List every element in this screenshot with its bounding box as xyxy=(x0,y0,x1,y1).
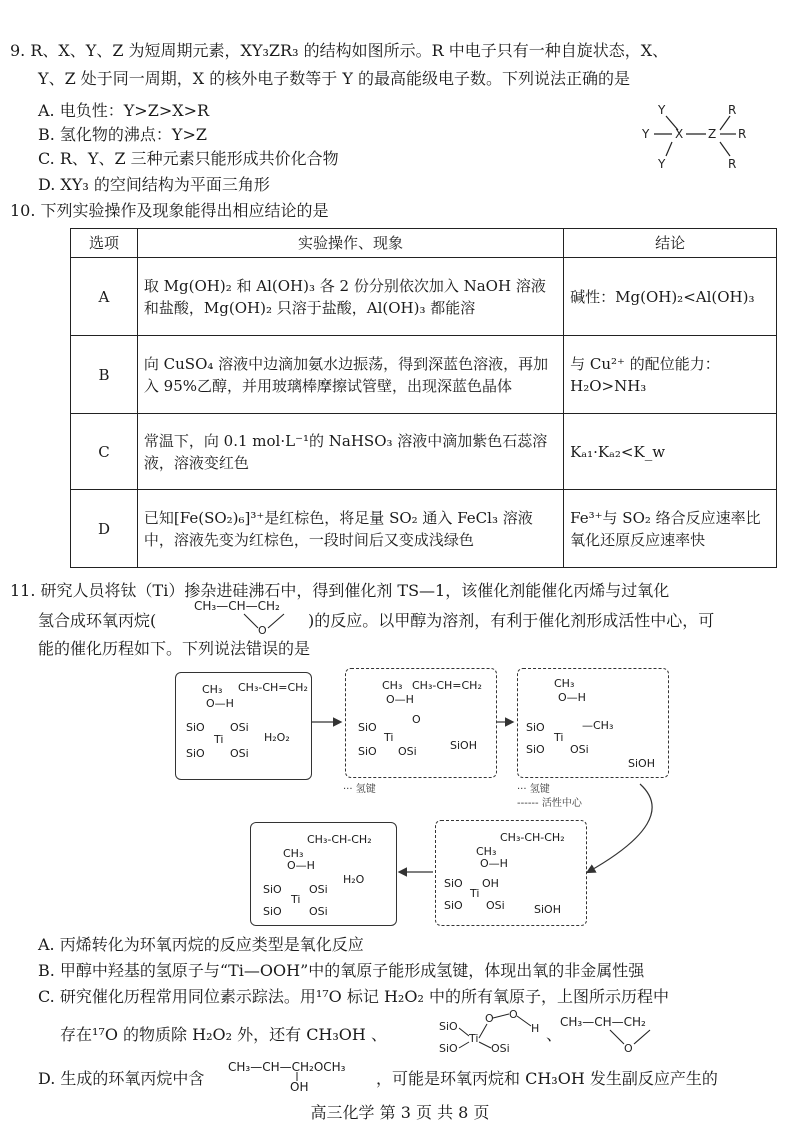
q11-option-c-separator: 、 xyxy=(546,1025,563,1044)
q11-option-a: A. 丙烯转化为环氧丙烷的反应类型是氧化反应 xyxy=(38,935,364,954)
legend-active-center: ------ 活性中心 xyxy=(517,798,582,809)
q10-row-d-conclusion: Fe³⁺与 SO₂ 络合反应速率比氧化还原反应速率快 xyxy=(564,490,777,568)
epoxide-formula: CH₃—CH—CH₂ xyxy=(194,599,280,613)
cycle-step-2: CH₃ O—H CH₃-CH=CH₂ O SiO Ti SiO OSi SiOH xyxy=(345,668,497,778)
q10-header-operation: 实验操作、现象 xyxy=(137,229,563,258)
q9-option-b: B. 氢化物的沸点：Y>Z xyxy=(38,125,208,144)
svg-text:Ti: Ti xyxy=(469,1032,479,1045)
q9-atom-y-left: Y xyxy=(642,127,650,141)
q9-atom-r-right: R xyxy=(738,127,747,141)
q9-option-c: C. R、Y、Z 三种元素只能形成共价化合物 xyxy=(38,149,339,168)
cycle-step-3: CH₃ O—H —CH₃ SiO Ti SiO OSi SiOH xyxy=(517,668,669,778)
q11-option-d-part2: ，可能是环氧丙烷和 CH₃OH 发生副反应产生的 xyxy=(376,1069,718,1088)
q10-stem: 10. 下列实验操作及现象能得出相应结论的是 xyxy=(10,201,329,220)
svg-text:CH₃—CH—CH₂: CH₃—CH—CH₂ xyxy=(560,1015,646,1029)
svg-text:OSi: OSi xyxy=(491,1042,510,1055)
svg-text:SiO: SiO xyxy=(439,1042,458,1055)
legend-hbond-2: ··· 氢键 xyxy=(517,784,550,795)
q11-option-c-line1: C. 研究催化历程常用同位素示踪法。用¹⁷O 标记 H₂O₂ 中的所有氧原子，上图所示历程中 xyxy=(38,987,669,1006)
page-footer: 高三化学 第 3 页 共 8 页 xyxy=(310,1103,490,1122)
q10-row-b-operation: 向 CuSO₄ 溶液中边滴加氨水边振荡，得到深蓝色溶液，再加入 95%乙醇，并用玻璃棒摩擦试管壁，出现深蓝色晶体 xyxy=(137,336,563,414)
q9-atom-r-bottom: R xyxy=(728,157,737,171)
q9-atom-y-bottom: Y xyxy=(658,157,666,171)
q10-row-c-conclusion: Kₐ₁·Kₐ₂<K_w xyxy=(564,414,777,490)
q11-stem-line3: 能的催化历程如下。下列说法错误的是 xyxy=(38,639,311,658)
q9-stem-line1: 9. R、X、Y、Z 为短周期元素，XY₃ZR₃ 的结构如图所示。R 中电子只有一种自旋状态，X、 xyxy=(10,41,669,60)
q11-option-b: B. 甲醇中羟基的氢原子与“Ti—OOH”中的氧原子能形成氢键，体现出氧的非金属性强 xyxy=(38,961,645,980)
q10-row-a-key: A xyxy=(71,258,138,336)
ti-ooh-structure xyxy=(435,1008,555,1060)
q10-row-b-conclusion: 与 Cu²⁺ 的配位能力：H₂O>NH₃ xyxy=(564,336,777,414)
svg-text:H: H xyxy=(531,1022,540,1035)
q11-option-d-part1: D. 生成的环氧丙烷中含 xyxy=(38,1069,205,1088)
legend-hbond-1: ··· 氢键 xyxy=(343,784,376,795)
q9-atom-z: Z xyxy=(708,127,717,141)
q10-row-c-operation: 常温下，向 0.1 mol·L⁻¹的 NaHSO₃ 溶液中滴加紫色石蕊溶液，溶液变红色 xyxy=(137,414,563,490)
q11-stem-line1: 11. 研究人员将钛（Ti）掺杂进硅沸石中，得到催化剂 TS—1，该催化剂能催化丙烯与过氧化 xyxy=(10,581,670,600)
svg-text:O: O xyxy=(624,1042,633,1054)
q10-row-a-conclusion: 碱性：Mg(OH)₂<Al(OH)₃ xyxy=(564,258,777,336)
svg-text:O: O xyxy=(485,1012,494,1025)
q9-atom-y-top: Y xyxy=(658,103,666,117)
q10-row-c-key: C xyxy=(71,414,138,490)
cycle-step-5: CH₃-CH-CH₂ CH₃ O—H H₂O SiO OSi Ti SiO OSi xyxy=(250,822,397,926)
svg-text:O: O xyxy=(258,624,267,637)
q10-row-b-key: B xyxy=(71,336,138,414)
arrow-curve-down xyxy=(588,784,652,872)
q11-option-d-formula: CH₃—CH—CH₂OCH₃ xyxy=(228,1060,346,1074)
q11-stem-line2b: )的反应。以甲醇为溶剂，有利于催化剂形成活性中心，可 xyxy=(308,611,715,630)
q10-header-option: 选项 xyxy=(71,229,138,258)
q11-stem-line2a: 氢合成环氧丙烷( xyxy=(38,611,157,630)
epoxide-structure-option-c xyxy=(558,1008,668,1054)
cycle-step-1: CH₃ O—H CH₃-CH=CH₂ SiO OSi Ti SiO OSi H₂O₂ xyxy=(175,672,312,780)
q9-option-a: A. 电负性：Y>Z>X>R xyxy=(38,101,210,120)
svg-text:SiO: SiO xyxy=(439,1020,458,1033)
cycle-step-4: CH₃-CH-CH₂ CH₃ O—H SiO OH Ti SiO OSi SiOH xyxy=(435,820,587,926)
q10-row-d-operation: 已知[Fe(SO₂)₆]³⁺是红棕色，将足量 SO₂ 通入 FeCl₃ 溶液中，溶液先变为红棕色，一段时间后又变成浅绿色 xyxy=(137,490,563,568)
svg-text:O: O xyxy=(509,1008,518,1021)
q9-stem-line2: Y、Z 处于同一周期，X 的核外电子数等于 Y 的最高能级电子数。下列说法正确的是 xyxy=(38,69,630,88)
q10-row-d-key: D xyxy=(71,490,138,568)
q9-option-d: D. XY₃ 的空间结构为平面三角形 xyxy=(38,175,270,194)
q9-atom-r-top: R xyxy=(728,103,737,117)
q11-option-d-oh: OH xyxy=(290,1080,309,1094)
q10-header-conclusion: 结论 xyxy=(564,229,777,258)
q9-atom-x: X xyxy=(675,127,684,141)
q11-option-c-line2: 存在¹⁷O 的物质除 H₂O₂ 外，还有 CH₃OH 、 xyxy=(60,1025,387,1044)
q10-row-a-operation: 取 Mg(OH)₂ 和 Al(OH)₃ 各 2 份分别依次加入 NaOH 溶液和盐酸，Mg(OH)₂ 只溶于盐酸，Al(OH)₃ 都能溶 xyxy=(137,258,563,336)
